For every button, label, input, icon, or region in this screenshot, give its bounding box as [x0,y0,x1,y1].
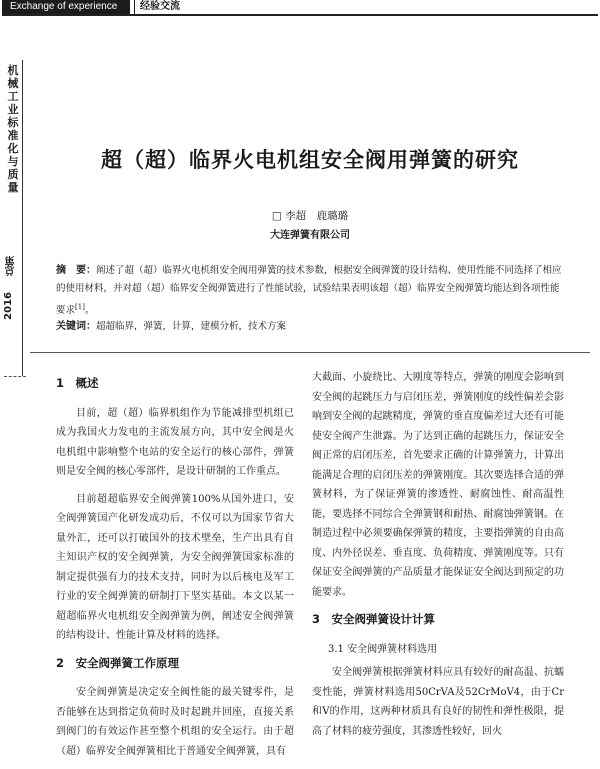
article-title: 超（超）临界火电机组安全阀用弹簧的研究 [101,148,519,172]
sidebar-journal-name: 机械工业标准化与质量 [7,64,19,194]
section-3-paragraph-1: 安全阀弹簧根据弹簧材料应具有较好的耐高温、抗蠕变性能，弹簧材料选用50CrVA及52CrMoV4，由于Cr和V的作用，这两种材质具有良好的韧性和弹性极限，提高了材料的疲劳强度，其渗透性较好，回火 [312,667,564,737]
section-2-paragraph-continued: 大截面、小旋绕比、大刚度等特点，弹簧的刚度会影响到安全阀的起跳压力与启闭压差，弹簧刚度的线性偏差会影响到安全阀的起跳精度，弹簧的垂直度偏差过大还有可能使安全阀产生泄露。为了达到正确的起跳压力，保证安全阀正常的启闭压差，首先要求正确的计算弹簧力，计算出能满足合理的启闭压差的弹簧刚度。其次要选择合适的弹簧材料，为了保证弹簧的渗透性、耐腐蚀性、耐高温性能，要选择不同综合全弹簧钢和耐热、耐腐蚀弹簧钢。在制造过程中必须要确保弹簧的精度，主要指弹簧的自由高度、内外径误差、垂直度、负荷精度、弹簧刚度等。只有保证安全阀弹簧的产品质量才能保证安全阀达到预定的功能要求。 [312,372,564,598]
sidebar-year: 2016 [3,292,14,320]
keywords-text: 超超临界，弹簧，计算，建模分析，技术方案 [96,321,287,332]
abstract-rule [30,352,590,353]
abstract-reference: [1] [75,303,85,311]
abstract-end: 。 [84,305,95,317]
keywords [56,318,562,336]
article-authors: □ 李超 鹿璐璐 [271,210,349,222]
section-1-heading: 1 概述 [56,376,99,390]
keywords-label: 关键词： [56,321,96,332]
section-3-1-heading: 3.1 安全阀弹簧材料选用 [328,643,438,655]
section-1-paragraph-1: 目前，超（超）临界机组作为节能减排型机组已成为我国火力发电的主流发展方向，其中安全阀是火电机组中影响整个电站的安全运行的核心部件，弹簧则是安全阀的核心零部件，是设计研制的工作重点。 [56,407,294,477]
abstract-text: 阐述了超（超）临界火电机组安全阀用弹簧的技术参数，根据安全阀弹簧的设计结构、使用性能不同选择了相应的使用材料，并对超（超）临界安全阀弹簧进行了性能试验，试验结果表明该超（超）临界安全阀弹簧均能达到各项性能要求 [56,265,562,317]
sidebar-dash-divider [4,376,26,377]
section-3-heading: 3 安全阀弹簧设计计算 [312,612,436,626]
section-tag-english: Exchange of experience [2,0,130,14]
section-tag-chinese: 经验交流 [140,1,180,12]
abstract [56,262,562,320]
right-column [312,368,564,749]
left-column [56,368,294,769]
article-affiliation: 大连弹簧有限公司 [270,230,350,241]
header-separator [134,0,135,14]
sidebar-issue: 总第 [6,256,17,276]
section-2-heading: 2 安全阀弹簧工作原理 [56,655,180,670]
section-2-paragraph-1: 安全阀弹簧是决定安全阀性能的最关键零件，是否能够在达到指定负荷时及时起跳并回座，直接关系到阀门的有效运作甚至整个机组的安全运行。由于超（超）临界安全阀弹簧相比于普通安全阀弹簧，具有 [56,687,294,757]
header-rule [2,14,598,16]
abstract-label: 摘 要： [56,265,96,276]
section-1-paragraph-2: 目前超超临界安全阀弹簧100%从国外进口，安全阀弹簧国产化研发成功后，不仅可以为国家节省大量外汇，还可以打破国外的技术壁垒，生产出具有自主知识产权的安全阀弹簧，为安全阀弹簧国家标准的制定提供强有力的技术支持，同时为以后核电及军工行业的安全阀弹簧的研制打下坚实基础。本文以某一超超临界火电机组安全阀弹簧为例，阐述安全阀弹簧的结构设计、性能计算及材料的选择。 [56,493,294,641]
